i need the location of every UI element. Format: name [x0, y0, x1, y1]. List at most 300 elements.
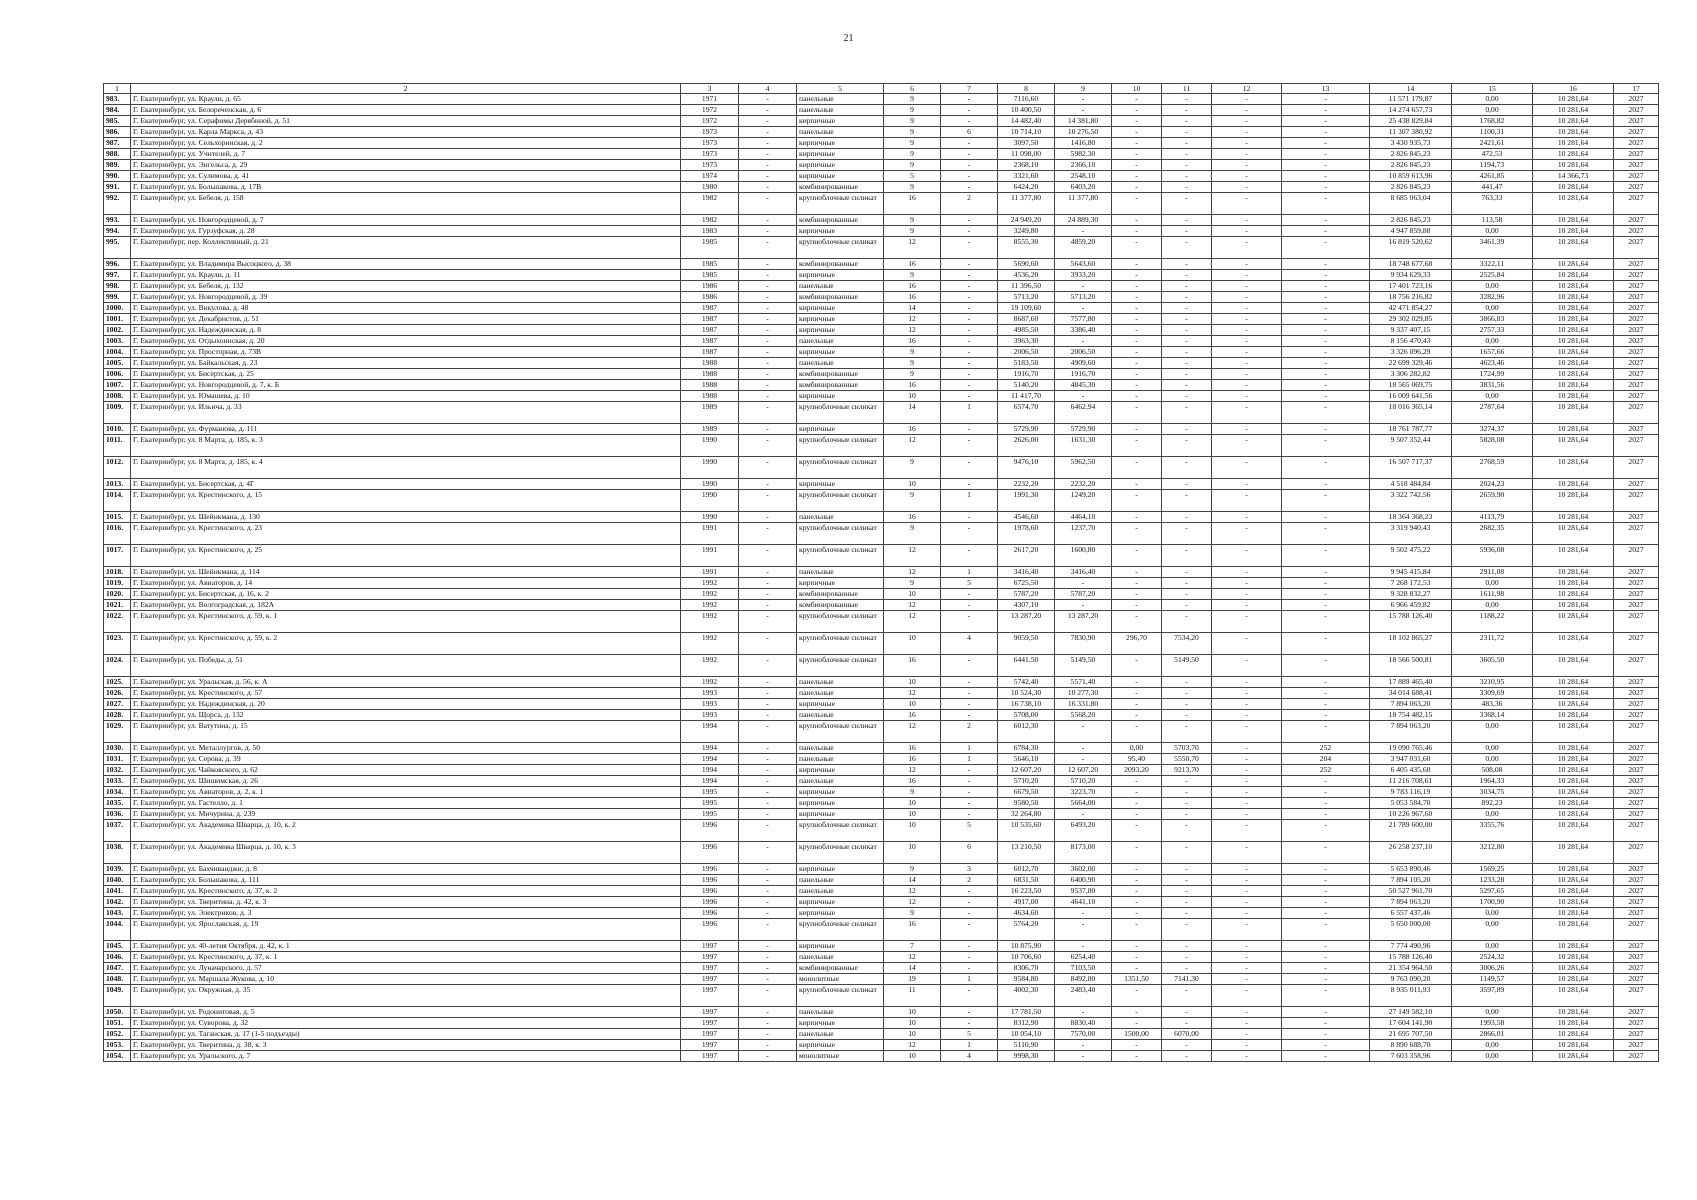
table-cell-col-11: -	[1162, 864, 1212, 875]
table-cell-col-8: 5183,50	[998, 358, 1055, 369]
table-cell-col-2: Г. Екатеринбург, ул. Ватутина, д. 15	[131, 721, 681, 743]
table-cell-col-3: 1991	[681, 567, 739, 578]
column-header-16: 16	[1533, 84, 1614, 94]
table-cell-col-3: 1991	[681, 545, 739, 567]
table-cell-col-12: -	[1212, 160, 1282, 171]
table-cell-col-4: -	[739, 875, 797, 886]
table-cell-col-12: -	[1212, 424, 1282, 435]
table-cell-col-1: 1006.	[104, 369, 131, 380]
table-cell-col-11: -	[1162, 281, 1212, 292]
table-cell-col-1: 996.	[104, 259, 131, 270]
table-cell-col-11: -	[1162, 908, 1212, 919]
table-cell-col-11: -	[1162, 215, 1212, 226]
table-cell-col-13: -	[1282, 479, 1370, 490]
table-cell-col-6: 16	[884, 336, 941, 347]
table-cell-col-15: 1188,22	[1452, 611, 1533, 633]
table-cell-col-13: -	[1282, 655, 1370, 677]
table-cell-col-12: -	[1212, 908, 1282, 919]
table-cell-col-12: -	[1212, 875, 1282, 886]
table-cell-col-16: 10 281,64	[1533, 281, 1614, 292]
table-cell-col-5: кирпичные	[797, 138, 884, 149]
table-cell-col-15: 3034,75	[1452, 787, 1533, 798]
table-cell-col-15: 1993,58	[1452, 1018, 1533, 1029]
table-cell-col-8: 10 524,30	[998, 688, 1055, 699]
table-row	[104, 567, 1659, 578]
table-cell-col-14: 9 328 832,27	[1370, 589, 1452, 600]
table-cell-col-10: -	[1112, 1040, 1162, 1051]
table-cell-col-16: 10 281,64	[1533, 600, 1614, 611]
table-cell-col-13: -	[1282, 776, 1370, 787]
table-cell-col-5: комбинированные	[797, 292, 884, 303]
table-cell-col-5: крупноблочные силикат	[797, 721, 884, 743]
table-cell-col-7: -	[941, 677, 998, 688]
table-cell-col-2: Г. Екатеринбург, ул. Викулова, д. 48	[131, 303, 681, 314]
table-cell-col-4: -	[739, 776, 797, 787]
table-cell-col-4: -	[739, 391, 797, 402]
table-row	[104, 336, 1659, 347]
table-cell-col-11: -	[1162, 567, 1212, 578]
table-cell-col-9: 24 889,30	[1055, 215, 1112, 226]
column-header-9: 9	[1055, 84, 1112, 94]
table-cell-col-5: кирпичные	[797, 941, 884, 952]
table-cell-col-10: -	[1112, 545, 1162, 567]
table-cell-col-16: 10 281,64	[1533, 1040, 1614, 1051]
table-cell-col-8: 4002,30	[998, 985, 1055, 1007]
table-cell-col-1: 1049.	[104, 985, 131, 1007]
table-cell-col-15: 0,00	[1452, 809, 1533, 820]
table-cell-col-1: 992.	[104, 193, 131, 215]
table-cell-col-1: 1023.	[104, 633, 131, 655]
table-cell-col-16: 10 281,64	[1533, 919, 1614, 941]
table-cell-col-13: -	[1282, 347, 1370, 358]
table-cell-col-9: -	[1055, 578, 1112, 589]
table-cell-col-2: Г. Екатеринбург, ул. Авиаторов, д. 2, к. 1	[131, 787, 681, 798]
table-cell-col-11: -	[1162, 149, 1212, 160]
table-cell-col-17: 2027	[1614, 424, 1659, 435]
table-cell-col-13: -	[1282, 677, 1370, 688]
table-cell-col-3: 1988	[681, 391, 739, 402]
table-cell-col-9: 16 331,80	[1055, 699, 1112, 710]
table-cell-col-1: 1041.	[104, 886, 131, 897]
table-cell-col-5: кирпичные	[797, 798, 884, 809]
table-cell-col-13: -	[1282, 721, 1370, 743]
table-cell-col-15: 0,00	[1452, 578, 1533, 589]
table-cell-col-4: -	[739, 655, 797, 677]
table-cell-col-8: 5764,20	[998, 919, 1055, 941]
table-cell-col-8: 6784,30	[998, 743, 1055, 754]
table-cell-col-12: -	[1212, 743, 1282, 754]
table-cell-col-8: 10 400,50	[998, 105, 1055, 116]
table-cell-col-7: 2	[941, 193, 998, 215]
table-cell-col-6: 10	[884, 391, 941, 402]
table-cell-col-5: панельные	[797, 776, 884, 787]
table-cell-col-10: -	[1112, 303, 1162, 314]
table-cell-col-3: 1973	[681, 138, 739, 149]
table-cell-col-17: 2027	[1614, 941, 1659, 952]
table-cell-col-2: Г. Екатеринбург, ул. Волгоградская, д. 182А	[131, 600, 681, 611]
table-cell-col-7: -	[941, 1007, 998, 1018]
table-cell-col-5: панельные	[797, 336, 884, 347]
table-cell-col-7: -	[941, 303, 998, 314]
table-cell-col-5: комбинированные	[797, 963, 884, 974]
table-cell-col-14: 5 053 584,70	[1370, 798, 1452, 809]
table-cell-col-8: 6679,50	[998, 787, 1055, 798]
table-cell-col-16: 10 281,64	[1533, 985, 1614, 1007]
table-cell-col-11: 7141,30	[1162, 974, 1212, 985]
table-cell-col-3: 1990	[681, 435, 739, 457]
table-cell-col-3: 1992	[681, 578, 739, 589]
table-cell-col-17: 2027	[1614, 710, 1659, 721]
table-cell-col-2: Г. Екатеринбург, ул. Родонитовая, д. 5	[131, 1007, 681, 1018]
table-cell-col-12: -	[1212, 457, 1282, 479]
table-cell-col-17: 2027	[1614, 677, 1659, 688]
table-cell-col-10: -	[1112, 787, 1162, 798]
table-cell-col-1: 1001.	[104, 314, 131, 325]
table-cell-col-16: 10 281,64	[1533, 545, 1614, 567]
table-cell-col-11: 5703,70	[1162, 743, 1212, 754]
table-cell-col-2: Г. Екатеринбург, ул. Окружная, д. 35	[131, 985, 681, 1007]
table-cell-col-13: -	[1282, 336, 1370, 347]
table-row	[104, 303, 1659, 314]
table-cell-col-6: 12	[884, 1040, 941, 1051]
table-cell-col-17: 2027	[1614, 1018, 1659, 1029]
table-cell-col-16: 10 281,64	[1533, 952, 1614, 963]
table-cell-col-12: -	[1212, 182, 1282, 193]
table-cell-col-5: кирпичные	[797, 864, 884, 875]
table-cell-col-12: -	[1212, 369, 1282, 380]
table-cell-col-6: 12	[884, 721, 941, 743]
table-cell-col-16: 10 281,64	[1533, 182, 1614, 193]
table-cell-col-15: 2866,01	[1452, 1029, 1533, 1040]
table-cell-col-14: 3 326 096,29	[1370, 347, 1452, 358]
table-cell-col-14: 16 507 717,37	[1370, 457, 1452, 479]
table-cell-col-6: 9	[884, 226, 941, 237]
table-cell-col-8: 4634,60	[998, 908, 1055, 919]
table-cell-col-11: -	[1162, 116, 1212, 127]
table-cell-col-4: -	[739, 116, 797, 127]
table-cell-col-8: 10 714,10	[998, 127, 1055, 138]
table-cell-col-17: 2027	[1614, 127, 1659, 138]
table-cell-col-7: -	[941, 314, 998, 325]
table-cell-col-2: Г. Екатеринбург, ул. Гастелло, д. 1	[131, 798, 681, 809]
table-cell-col-1: 1011.	[104, 435, 131, 457]
table-cell-col-6: 9	[884, 369, 941, 380]
table-cell-col-8: 10 706,60	[998, 952, 1055, 963]
table-cell-col-6: 12	[884, 611, 941, 633]
table-cell-col-13: -	[1282, 787, 1370, 798]
table-cell-col-14: 21 789 600,00	[1370, 820, 1452, 842]
table-cell-col-9: -	[1055, 281, 1112, 292]
table-cell-col-16: 10 281,64	[1533, 138, 1614, 149]
table-row	[104, 94, 1659, 105]
table-cell-col-6: 9	[884, 787, 941, 798]
table-cell-col-5: крупноблочные силикат	[797, 402, 884, 424]
table-cell-col-17: 2027	[1614, 600, 1659, 611]
table-cell-col-7: -	[941, 523, 998, 545]
table-cell-col-4: -	[739, 523, 797, 545]
table-cell-col-17: 2027	[1614, 281, 1659, 292]
table-cell-col-9: 8830,40	[1055, 1018, 1112, 1029]
table-cell-col-12: -	[1212, 842, 1282, 864]
table-cell-col-15: 5936,08	[1452, 545, 1533, 567]
table-cell-col-14: 8 890 688,70	[1370, 1040, 1452, 1051]
table-cell-col-14: 9 763 090,20	[1370, 974, 1452, 985]
table-cell-col-15: 472,53	[1452, 149, 1533, 160]
table-cell-col-6: 12	[884, 314, 941, 325]
table-cell-col-10: -	[1112, 380, 1162, 391]
table-cell-col-17: 2027	[1614, 820, 1659, 842]
table-cell-col-9: 7103,50	[1055, 963, 1112, 974]
table-cell-col-6: 10	[884, 699, 941, 710]
table-cell-col-7: -	[941, 270, 998, 281]
table-cell-col-11: -	[1162, 237, 1212, 259]
table-cell-col-1: 1053.	[104, 1040, 131, 1051]
table-row	[104, 138, 1659, 149]
column-header-5: 5	[797, 84, 884, 94]
table-cell-col-9: 1631,30	[1055, 435, 1112, 457]
table-cell-col-4: -	[739, 798, 797, 809]
table-cell-col-7: -	[941, 105, 998, 116]
table-cell-col-3: 1987	[681, 336, 739, 347]
table-cell-col-12: -	[1212, 347, 1282, 358]
table-cell-col-11: -	[1162, 94, 1212, 105]
table-cell-col-14: 14 274 657,73	[1370, 105, 1452, 116]
table-cell-col-17: 2027	[1614, 523, 1659, 545]
table-cell-col-10: -	[1112, 897, 1162, 908]
table-row	[104, 908, 1659, 919]
table-cell-col-2: Г. Екатеринбург, ул. Сельхоринская, д. 2	[131, 138, 681, 149]
table-cell-col-9: 6403,20	[1055, 182, 1112, 193]
table-cell-col-7: 1	[941, 402, 998, 424]
table-cell-col-14: 3 430 935,73	[1370, 138, 1452, 149]
table-cell-col-8: 6574,70	[998, 402, 1055, 424]
table-cell-col-3: 1987	[681, 347, 739, 358]
table-cell-col-14: 9 507 352,44	[1370, 435, 1452, 457]
table-cell-col-4: -	[739, 1007, 797, 1018]
table-cell-col-3: 1986	[681, 281, 739, 292]
table-cell-col-14: 11 571 179,87	[1370, 94, 1452, 105]
table-cell-col-6: 12	[884, 237, 941, 259]
table-cell-col-2: Г. Екатеринбург, ул. Авиаторов, д. 14	[131, 578, 681, 589]
table-cell-col-2: Г. Екатеринбург, ул. Надеждинская, д. 8	[131, 325, 681, 336]
table-cell-col-11: 5550,70	[1162, 754, 1212, 765]
table-cell-col-17: 2027	[1614, 325, 1659, 336]
table-cell-col-6: 9	[884, 523, 941, 545]
table-cell-col-13: -	[1282, 864, 1370, 875]
table-cell-col-12: -	[1212, 336, 1282, 347]
table-row	[104, 886, 1659, 897]
table-cell-col-17: 2027	[1614, 886, 1659, 897]
table-cell-col-4: -	[739, 314, 797, 325]
table-cell-col-10: -	[1112, 292, 1162, 303]
table-cell-col-2: Г. Екатеринбург, ул. Бисертская, д. 16, к. 2	[131, 589, 681, 600]
table-cell-col-17: 2027	[1614, 303, 1659, 314]
table-cell-col-8: 8555,30	[998, 237, 1055, 259]
table-cell-col-12: -	[1212, 655, 1282, 677]
table-cell-col-7: -	[941, 886, 998, 897]
table-cell-col-12: -	[1212, 402, 1282, 424]
table-cell-col-2: Г. Екатеринбург, ул. Отдыхоинская, д. 20	[131, 336, 681, 347]
table-cell-col-5: монолитные	[797, 974, 884, 985]
table-cell-col-10: 0,00	[1112, 743, 1162, 754]
table-row	[104, 842, 1659, 864]
table-cell-col-3: 1989	[681, 402, 739, 424]
table-cell-col-12: -	[1212, 523, 1282, 545]
table-cell-col-4: -	[739, 985, 797, 1007]
table-cell-col-8: 1991,30	[998, 490, 1055, 512]
table-cell-col-2: Г. Екатеринбург, ул. Уральская, д. 56, к. А	[131, 677, 681, 688]
table-cell-col-13: 252	[1282, 743, 1370, 754]
table-cell-col-8: 8306,70	[998, 963, 1055, 974]
table-cell-col-3: 1974	[681, 171, 739, 182]
table-cell-col-9: 7577,80	[1055, 314, 1112, 325]
table-cell-col-4: -	[739, 941, 797, 952]
table-cell-col-1: 1050.	[104, 1007, 131, 1018]
column-header-11: 11	[1162, 84, 1212, 94]
table-cell-col-3: 1997	[681, 1029, 739, 1040]
table-cell-col-13: -	[1282, 688, 1370, 699]
table-cell-col-3: 1985	[681, 237, 739, 259]
table-cell-col-3: 1985	[681, 270, 739, 281]
table-cell-col-6: 10	[884, 479, 941, 490]
table-cell-col-15: 0,00	[1452, 226, 1533, 237]
table-cell-col-14: 8 156 470,43	[1370, 336, 1452, 347]
table-cell-col-6: 9	[884, 215, 941, 226]
table-cell-col-9: 2232,20	[1055, 479, 1112, 490]
table-cell-col-4: -	[739, 259, 797, 270]
table-cell-col-8: 11 377,80	[998, 193, 1055, 215]
table-cell-col-14: 15 788 126,40	[1370, 952, 1452, 963]
table-cell-col-11: -	[1162, 985, 1212, 1007]
table-cell-col-4: -	[739, 699, 797, 710]
table-cell-col-9: 6400,90	[1055, 875, 1112, 886]
table-cell-col-2: Г. Екатеринбург, ул. Бисертская, д. 4Г	[131, 479, 681, 490]
table-cell-col-12: -	[1212, 193, 1282, 215]
table-cell-col-9: 3602,00	[1055, 864, 1112, 875]
table-cell-col-12: -	[1212, 1007, 1282, 1018]
table-cell-col-15: 1194,73	[1452, 160, 1533, 171]
table-cell-col-8: 5742,40	[998, 677, 1055, 688]
table-cell-col-16: 10 281,64	[1533, 512, 1614, 523]
table-cell-col-6: 16	[884, 710, 941, 721]
table-cell-col-10: -	[1112, 336, 1162, 347]
table-cell-col-17: 2027	[1614, 985, 1659, 1007]
table-cell-col-5: комбинированные	[797, 369, 884, 380]
table-cell-col-14: 9 934 629,33	[1370, 270, 1452, 281]
table-cell-col-10: -	[1112, 435, 1162, 457]
table-cell-col-8: 9998,30	[998, 1051, 1055, 1062]
table-cell-col-12: -	[1212, 1029, 1282, 1040]
table-cell-col-7: 4	[941, 1051, 998, 1062]
table-cell-col-16: 10 281,64	[1533, 490, 1614, 512]
table-cell-col-2: Г. Екатеринбург, ул. Просторная, д. 73В	[131, 347, 681, 358]
table-cell-col-7: -	[941, 149, 998, 160]
table-cell-col-15: 5828,08	[1452, 435, 1533, 457]
table-cell-col-11: -	[1162, 402, 1212, 424]
table-cell-col-4: -	[739, 270, 797, 281]
table-cell-col-7: 5	[941, 578, 998, 589]
table-row	[104, 479, 1659, 490]
table-cell-col-2: Г. Екатеринбург, ул. Ильича, д. 33	[131, 402, 681, 424]
table-cell-col-8: 10 054,10	[998, 1029, 1055, 1040]
table-cell-col-3: 1990	[681, 512, 739, 523]
table-cell-col-4: -	[739, 402, 797, 424]
table-cell-col-8: 2006,50	[998, 347, 1055, 358]
table-cell-col-6: 10	[884, 1051, 941, 1062]
table-cell-col-7: 2	[941, 875, 998, 886]
table-cell-col-8: 2617,20	[998, 545, 1055, 567]
table-cell-col-3: 1997	[681, 963, 739, 974]
table-cell-col-14: 18 748 677,68	[1370, 259, 1452, 270]
table-cell-col-11: -	[1162, 127, 1212, 138]
table-row	[104, 259, 1659, 270]
table-cell-col-10: 95,40	[1112, 754, 1162, 765]
column-header-1: 1	[104, 84, 131, 94]
table-cell-col-4: -	[739, 743, 797, 754]
table-cell-col-13: -	[1282, 391, 1370, 402]
table-row	[104, 457, 1659, 479]
table-cell-col-14: 6 405 435,60	[1370, 765, 1452, 776]
table-cell-col-11: -	[1162, 589, 1212, 600]
table-cell-col-4: -	[739, 897, 797, 908]
table-cell-col-3: 1994	[681, 765, 739, 776]
column-header-10: 10	[1112, 84, 1162, 94]
table-cell-col-16: 10 281,64	[1533, 941, 1614, 952]
table-cell-col-2: Г. Екатеринбург, ул. Чайковского, д. 62	[131, 765, 681, 776]
table-cell-col-4: -	[739, 237, 797, 259]
table-cell-col-16: 10 281,64	[1533, 908, 1614, 919]
table-cell-col-12: -	[1212, 985, 1282, 1007]
table-cell-col-9: -	[1055, 391, 1112, 402]
table-cell-col-16: 10 281,64	[1533, 358, 1614, 369]
table-cell-col-4: -	[739, 1040, 797, 1051]
table-cell-col-7: -	[941, 116, 998, 127]
table-cell-col-9: 5149,50	[1055, 655, 1112, 677]
table-cell-col-7: -	[941, 369, 998, 380]
table-cell-col-10: -	[1112, 457, 1162, 479]
table-cell-col-8: 24 949,20	[998, 215, 1055, 226]
table-cell-col-13: -	[1282, 127, 1370, 138]
column-header-17: 17	[1614, 84, 1659, 94]
table-cell-col-1: 994.	[104, 226, 131, 237]
table-cell-col-16: 10 281,64	[1533, 402, 1614, 424]
table-cell-col-2: Г. Екатеринбург, ул. Щорса, д. 132	[131, 710, 681, 721]
table-cell-col-9: 5787,20	[1055, 589, 1112, 600]
table-cell-col-1: 1021.	[104, 600, 131, 611]
table-cell-col-14: 3 319 940,43	[1370, 523, 1452, 545]
table-cell-col-11: -	[1162, 512, 1212, 523]
table-cell-col-12: -	[1212, 171, 1282, 182]
table-cell-col-15: 483,36	[1452, 699, 1533, 710]
table-cell-col-7: 1	[941, 1040, 998, 1051]
table-cell-col-5: кирпичные	[797, 325, 884, 336]
table-cell-col-16: 10 281,64	[1533, 215, 1614, 226]
table-cell-col-9: 8173,00	[1055, 842, 1112, 864]
table-cell-col-16: 10 281,64	[1533, 314, 1614, 325]
table-cell-col-4: -	[739, 963, 797, 974]
table-row	[104, 776, 1659, 787]
table-cell-col-13: -	[1282, 523, 1370, 545]
table-cell-col-3: 1971	[681, 94, 739, 105]
table-cell-col-14: 18 016 365,14	[1370, 402, 1452, 424]
table-cell-col-5: комбинированные	[797, 589, 884, 600]
table-cell-col-7: -	[941, 897, 998, 908]
table-row	[104, 611, 1659, 633]
table-cell-col-11: -	[1162, 259, 1212, 270]
table-cell-col-2: Г. Екатеринбург, ул. Тверитина, д. 42, к. 3	[131, 897, 681, 908]
table-cell-col-10: -	[1112, 710, 1162, 721]
table-cell-col-14: 27 149 582,10	[1370, 1007, 1452, 1018]
